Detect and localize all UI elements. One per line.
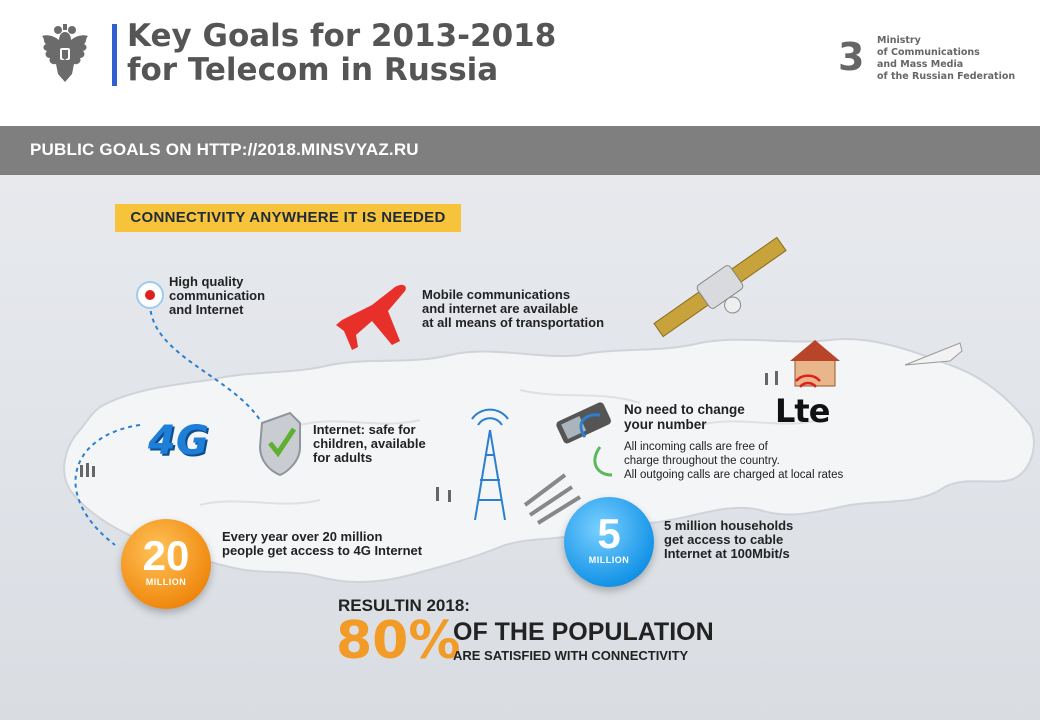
result-title: RESULTIN 2018: xyxy=(338,596,470,615)
satellite-icon xyxy=(651,233,799,355)
lte-badge: Lte xyxy=(775,392,830,430)
ministry-name xyxy=(877,35,1015,83)
stat-5-million-circle xyxy=(564,497,654,587)
safe-internet-line: children, available xyxy=(313,436,426,451)
airplane-icon xyxy=(336,285,406,350)
stat-5-unit: MILLION xyxy=(588,555,630,565)
stat-20-million-circle xyxy=(121,519,211,609)
quality-line: High quality xyxy=(169,274,244,289)
calls-text xyxy=(624,440,843,482)
stat-20-line: Every year over 20 million xyxy=(222,529,383,544)
stat-5-text xyxy=(664,519,793,561)
connectivity-label: CONNECTIVITY ANYWHERE IT IS NEEDED xyxy=(115,204,461,232)
stat-20-unit: MILLION xyxy=(145,577,187,587)
stat-5-line: 5 million households xyxy=(664,518,794,533)
stat-5-value: 5 xyxy=(597,510,621,557)
calls-line: charge throughout the country. xyxy=(624,455,780,467)
number-line: No need to change xyxy=(624,402,745,417)
number-line: your number xyxy=(624,417,707,432)
4g-badge: 4G xyxy=(148,418,209,464)
transport-text xyxy=(422,288,604,330)
quality-text xyxy=(169,275,265,317)
russian-coat-of-arms-icon xyxy=(34,22,96,88)
stat-20-value: 20 xyxy=(142,532,190,579)
ministry-line: of Communications xyxy=(877,47,980,58)
stat-5-line: Internet at 100Mbit/s xyxy=(664,546,790,561)
safe-internet-line: for adults xyxy=(313,450,373,465)
safe-internet-text xyxy=(313,423,426,465)
transport-line: Mobile communications xyxy=(422,287,571,302)
stat-5-line: get access to cable xyxy=(664,532,784,547)
page-title xyxy=(127,19,556,87)
result-line-2: ARE SATISFIED WITH CONNECTIVITY xyxy=(453,648,689,663)
slide-header xyxy=(0,0,1040,126)
banner-text: PUBLIC GOALS ON HTTP://2018.MINSVYAZ.RU xyxy=(30,140,419,159)
title-line-2: for Telecom in Russia xyxy=(127,52,499,88)
quality-line: communication xyxy=(169,288,266,303)
safe-internet-line: Internet: safe for xyxy=(313,422,416,437)
connectivity-infographic xyxy=(0,175,1040,720)
transport-line: at all means of transportation xyxy=(422,315,605,330)
calls-line: All incoming calls are free of xyxy=(624,441,768,453)
result-percent: 80% xyxy=(336,611,461,671)
section-banner xyxy=(0,126,1040,175)
number-text xyxy=(624,402,745,432)
ministry-line: and Mass Media xyxy=(877,59,964,70)
ministry-line: Ministry xyxy=(877,35,921,46)
stat-20-line: people get access to 4G Internet xyxy=(222,543,423,558)
calls-line: All outgoing calls are charged at local rates xyxy=(624,469,844,481)
page-number: 3 xyxy=(838,35,865,79)
title-accent-bar xyxy=(112,24,117,86)
stat-20-text xyxy=(222,530,422,558)
quality-line: and Internet xyxy=(169,302,244,317)
title-line-1: Key Goals for 2013-2018 xyxy=(127,18,557,54)
transport-line: and internet are available xyxy=(422,301,579,316)
result-line-1: OF THE POPULATION xyxy=(453,618,714,646)
ministry-line: of the Russian Federation xyxy=(877,71,1016,82)
